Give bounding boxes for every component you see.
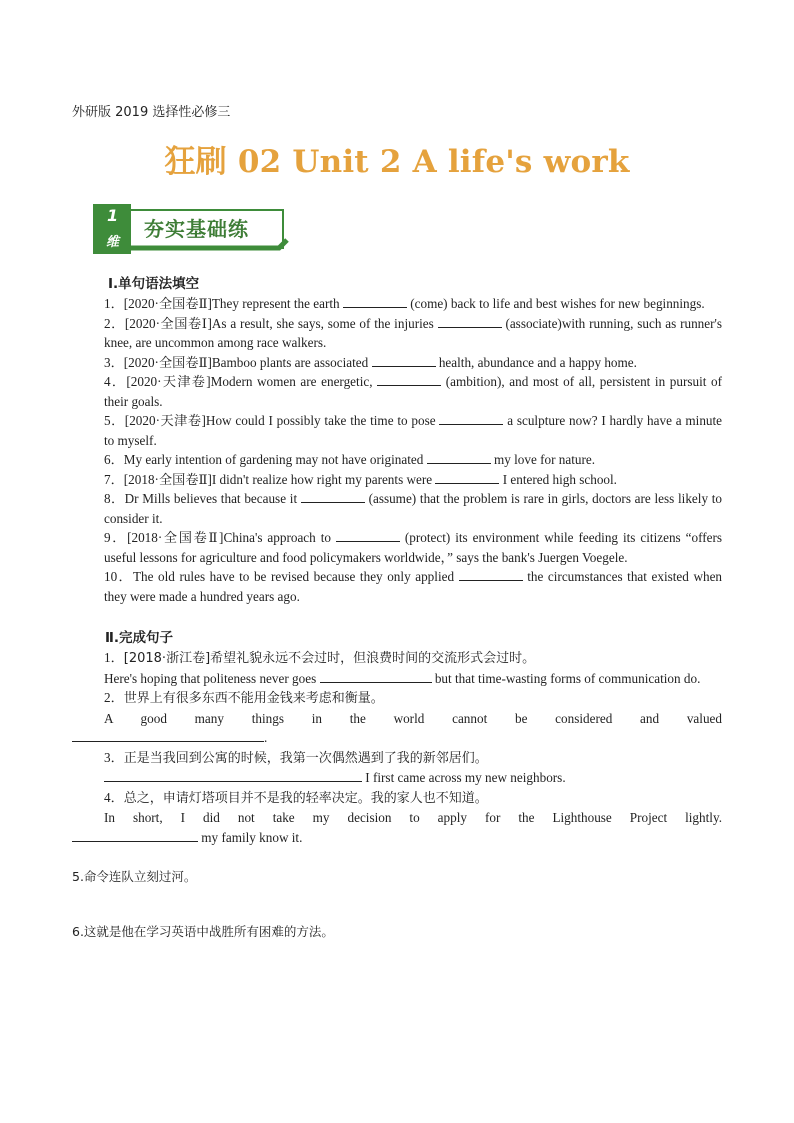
answer-blank[interactable] <box>439 411 503 425</box>
content <box>72 270 722 941</box>
answer-blank[interactable] <box>72 728 264 742</box>
grammar-item-2: 2．[2020·全国卷Ⅰ]As a result, she says, some of the injuries (associate)with running, such as runner's knee, are uncommon among race walkers. <box>104 315 723 350</box>
sentence-item-3-cn: 3．正是当我回到公寓的时候，我第一次偶然遇到了我的新邻居们。 <box>104 749 488 766</box>
extra-item-5: 5.命令连队立刻过河。 <box>72 869 197 884</box>
answer-blank[interactable] <box>377 372 441 386</box>
answer-blank[interactable] <box>459 567 523 581</box>
edition-label: 外研版 2019 选择性必修三 <box>72 105 231 120</box>
grammar-item-4: 4．[2020·天津卷]Modern women are energetic, (ambition), and most of all, persistent in pursuit of their goals. <box>104 374 722 409</box>
sentence-item-2-en: A good many things in the world cannot be considered and valued <box>104 710 722 726</box>
sentence-item-2-cn: 2．世界上有很多东西不能用金钱来考虑和衡量。 <box>104 690 384 706</box>
grammar-item-3: 3．[2020·全国卷Ⅱ]Bamboo plants are associated health, abundance and a happy home. <box>104 354 637 370</box>
sentence-item-1-en: Here's hoping that politeness never goes but that time-wasting forms of communication do. <box>104 670 701 686</box>
grammar-item-8: 8．Dr Mills believes that because it (assume) that the problem is rare in girls, doctors are less likely to consider it. <box>104 491 723 526</box>
answer-blank[interactable] <box>336 528 400 542</box>
grammar-item-6: 6．My early intention of gardening may not have originated my love for nature. <box>104 452 596 467</box>
extra-item-6: 6.这就是他在学习英语中战胜所有困难的方法。 <box>72 923 334 939</box>
answer-blank[interactable] <box>301 489 365 503</box>
page-title: 狂刷 02 Unit 2 A life's work <box>164 144 630 180</box>
answer-blank[interactable] <box>104 768 362 782</box>
grammar-item-1: 1．[2020·全国卷Ⅱ]They represent the earth (come) back to life and best wishes for new beginnings. <box>104 296 705 311</box>
section-heading-grammar: Ⅰ.单句语法填空 <box>108 276 200 292</box>
grammar-item-10: 10．The old rules have to be revised because they only applied the circumstances that existed when they were made a hundred years ago. <box>104 569 723 604</box>
badge-label: 夯实基础练 <box>144 217 249 241</box>
sentence-item-2-blank: . <box>72 728 722 748</box>
grammar-item-5: 5．[2020·天津卷]How could I possibly take the time to pose a sculpture now? I hardly have a minute to myself. <box>104 413 723 448</box>
grammar-item-9: 9．[2018·全国卷Ⅱ]China's approach to (protect) its environment while feeding its citizens “offers useful lessons for agriculture and food policymakers worldwide，” says the bank's Juergen Voegele. <box>104 530 722 565</box>
answer-blank[interactable] <box>343 294 407 308</box>
sentence-item-4-cn: 4．总之，申请灯塔项目并不是我的轻率决定。我的家人也不知道。 <box>104 789 488 806</box>
section-heading-sentences: Ⅱ.完成句子 <box>105 630 174 646</box>
answer-blank[interactable] <box>427 450 491 464</box>
sentence-item-4-blank: my family know it. <box>72 828 722 848</box>
sentence-item-4-en: In short, I did not take my decision to apply for the Lighthouse Project lightly. <box>104 810 722 825</box>
answer-blank[interactable] <box>438 314 502 328</box>
answer-blank[interactable] <box>320 669 432 683</box>
sentence-item-1-cn: 1．[2018·浙江卷]希望礼貌永远不会过时，但浪费时间的交流形式会过时。 <box>104 650 536 666</box>
badge-number: 1 维 <box>106 206 120 250</box>
answer-blank[interactable] <box>435 470 499 484</box>
grammar-item-7: 7．[2018·全国卷Ⅱ]I didn't realize how right my parents were I entered high school. <box>104 471 617 487</box>
answer-blank[interactable] <box>372 353 436 367</box>
answer-blank[interactable] <box>72 828 198 842</box>
sentence-item-3-en: I first came across my new neighbors. <box>72 768 722 788</box>
